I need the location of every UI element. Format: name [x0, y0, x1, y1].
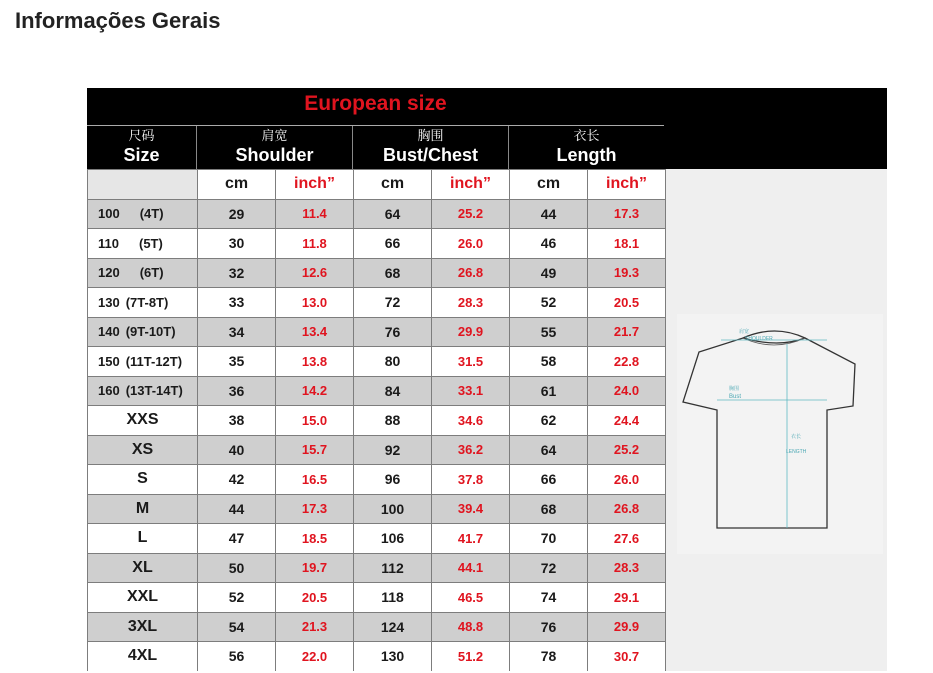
col-header-bust-en: Bust/Chest: [382, 145, 478, 165]
shoulder-cm-cell: 29: [198, 199, 276, 229]
shoulder-cm-cell: 34: [198, 317, 276, 347]
size-age: (5T): [138, 235, 163, 251]
length-in-cell: 29.1: [588, 583, 666, 613]
table-row: [88, 435, 666, 465]
shoulder-in-cell: 22.0: [276, 642, 354, 672]
size-value: 120: [98, 265, 120, 281]
shoulder-cm-cell: 47: [198, 524, 276, 554]
bust-in-cell: 41.7: [432, 524, 510, 554]
unit-inch: inch”: [432, 170, 510, 200]
length-cm-cell: 52: [510, 288, 588, 318]
col-header-shoulder-cn: 肩宽: [261, 128, 288, 143]
shoulder-cm-cell: 50: [198, 553, 276, 583]
size-cell: [88, 347, 198, 377]
shoulder-in-cell: 13.8: [276, 347, 354, 377]
diagram-shoulder-en: SHOULDER: [745, 336, 773, 342]
unit-inch: inch”: [276, 170, 354, 200]
length-cm-cell: 66: [510, 465, 588, 495]
length-cm-cell: 55: [510, 317, 588, 347]
size-chart-header: [87, 88, 887, 169]
bust-in-cell: 33.1: [432, 376, 510, 406]
col-header-size-cn: 尺码: [128, 128, 155, 143]
length-in-cell: 26.8: [588, 494, 666, 524]
shoulder-in-cell: 16.5: [276, 465, 354, 495]
unit-cm: cm: [354, 170, 432, 200]
length-in-cell: 30.7: [588, 642, 666, 672]
table-row: [88, 406, 666, 436]
diagram-length-cn: 衣长: [791, 434, 802, 440]
length-cm-cell: 62: [510, 406, 588, 436]
size-table-body: [88, 170, 666, 672]
length-in-cell: 18.1: [588, 229, 666, 259]
col-header-length: [509, 126, 664, 169]
shoulder-cm-cell: 56: [198, 642, 276, 672]
size-cell: M: [88, 494, 198, 524]
shoulder-in-cell: 13.0: [276, 288, 354, 318]
bust-cm-cell: 68: [354, 258, 432, 288]
col-header-size-en: Size: [123, 145, 160, 165]
length-cm-cell: 72: [510, 553, 588, 583]
shoulder-cm-cell: 30: [198, 229, 276, 259]
size-value: 160: [98, 383, 120, 399]
bust-cm-cell: 106: [354, 524, 432, 554]
length-cm-cell: 76: [510, 612, 588, 642]
length-cm-cell: 78: [510, 642, 588, 672]
shoulder-cm-cell: 33: [198, 288, 276, 318]
shoulder-cm-cell: 40: [198, 435, 276, 465]
shoulder-in-cell: 15.7: [276, 435, 354, 465]
length-in-cell: 20.5: [588, 288, 666, 318]
bust-cm-cell: 112: [354, 553, 432, 583]
table-row: [88, 642, 666, 672]
size-cell: L: [88, 524, 198, 554]
shoulder-cm-cell: 54: [198, 612, 276, 642]
length-cm-cell: 46: [510, 229, 588, 259]
shoulder-cm-cell: 38: [198, 406, 276, 436]
diagram-bust-cn: 胸围: [729, 386, 740, 392]
bust-in-cell: 37.8: [432, 465, 510, 495]
col-header-shoulder-en: Shoulder: [235, 145, 314, 165]
size-age: (13T-14T): [125, 383, 183, 399]
length-in-cell: 21.7: [588, 317, 666, 347]
shoulder-in-cell: 14.2: [276, 376, 354, 406]
size-cell: S: [88, 465, 198, 495]
table-row: [88, 288, 666, 318]
bust-in-cell: 26.0: [432, 229, 510, 259]
shoulder-in-cell: 17.3: [276, 494, 354, 524]
shoulder-in-cell: 15.0: [276, 406, 354, 436]
bust-in-cell: 28.3: [432, 288, 510, 318]
bust-cm-cell: 124: [354, 612, 432, 642]
bust-in-cell: 36.2: [432, 435, 510, 465]
bust-cm-cell: 92: [354, 435, 432, 465]
size-cell: [88, 199, 198, 229]
length-cm-cell: 44: [510, 199, 588, 229]
shoulder-cm-cell: 44: [198, 494, 276, 524]
size-value: 100: [98, 206, 120, 222]
size-age: (4T): [139, 206, 164, 222]
col-header-bust-cn: 胸围: [417, 128, 444, 143]
size-cell: XXS: [88, 406, 198, 436]
shoulder-cm-cell: 52: [198, 583, 276, 613]
shoulder-cm-cell: 36: [198, 376, 276, 406]
shoulder-in-cell: 11.8: [276, 229, 354, 259]
bust-cm-cell: 118: [354, 583, 432, 613]
shoulder-in-cell: 19.7: [276, 553, 354, 583]
size-cell: [88, 258, 198, 288]
size-chart-image: [87, 88, 887, 671]
shoulder-in-cell: 11.4: [276, 199, 354, 229]
unit-cm: cm: [198, 170, 276, 200]
size-value: 150: [98, 353, 120, 369]
size-age: (6T): [139, 265, 164, 281]
table-row: [88, 465, 666, 495]
shoulder-cm-cell: 35: [198, 347, 276, 377]
table-row: [88, 553, 666, 583]
page-heading: Informações Gerais: [15, 8, 221, 33]
size-cell: 3XL: [88, 612, 198, 642]
bust-cm-cell: 88: [354, 406, 432, 436]
size-cell: XL: [88, 553, 198, 583]
bust-in-cell: 29.9: [432, 317, 510, 347]
tshirt-body: [683, 338, 855, 528]
size-cell: [88, 229, 198, 259]
size-cell: XXL: [88, 583, 198, 613]
length-in-cell: 29.9: [588, 612, 666, 642]
table-row: [88, 494, 666, 524]
length-cm-cell: 49: [510, 258, 588, 288]
tshirt-outline-icon: [677, 314, 883, 554]
bust-cm-cell: 80: [354, 347, 432, 377]
table-row: [88, 524, 666, 554]
bust-cm-cell: 96: [354, 465, 432, 495]
tshirt-diagram: [677, 314, 883, 554]
bust-in-cell: 39.4: [432, 494, 510, 524]
bust-cm-cell: 72: [354, 288, 432, 318]
unit-cm: cm: [510, 170, 588, 200]
shoulder-cm-cell: 32: [198, 258, 276, 288]
bust-cm-cell: 64: [354, 199, 432, 229]
bust-in-cell: 44.1: [432, 553, 510, 583]
bust-in-cell: 51.2: [432, 642, 510, 672]
diagram-length-en: LENGTH: [786, 449, 807, 455]
bust-cm-cell: 66: [354, 229, 432, 259]
size-cell: [88, 376, 198, 406]
diagram-shoulder-cn: 肩宽: [739, 329, 750, 335]
shoulder-in-cell: 12.6: [276, 258, 354, 288]
bust-in-cell: 26.8: [432, 258, 510, 288]
bust-cm-cell: 100: [354, 494, 432, 524]
chart-title: European size: [304, 92, 447, 115]
length-in-cell: 24.4: [588, 406, 666, 436]
length-in-cell: 24.0: [588, 376, 666, 406]
length-cm-cell: 68: [510, 494, 588, 524]
length-in-cell: 27.6: [588, 524, 666, 554]
units-blank-cell: [88, 170, 198, 200]
col-header-length-cn: 衣长: [573, 128, 600, 143]
size-cell: 4XL: [88, 642, 198, 672]
bust-in-cell: 48.8: [432, 612, 510, 642]
bust-in-cell: 31.5: [432, 347, 510, 377]
bust-cm-cell: 84: [354, 376, 432, 406]
bust-cm-cell: 130: [354, 642, 432, 672]
shoulder-cm-cell: 42: [198, 465, 276, 495]
bust-cm-cell: 76: [354, 317, 432, 347]
size-age: (7T-8T): [125, 294, 169, 310]
size-value: 110: [98, 235, 119, 251]
bust-in-cell: 34.6: [432, 406, 510, 436]
size-cell: XS: [88, 435, 198, 465]
length-cm-cell: 61: [510, 376, 588, 406]
col-header-length-en: Length: [556, 145, 617, 165]
shoulder-in-cell: 20.5: [276, 583, 354, 613]
table-row: [88, 199, 666, 229]
shoulder-in-cell: 18.5: [276, 524, 354, 554]
length-in-cell: 28.3: [588, 553, 666, 583]
length-cm-cell: 58: [510, 347, 588, 377]
length-cm-cell: 74: [510, 583, 588, 613]
size-age: (9T-10T): [125, 324, 176, 340]
size-value: 140: [98, 324, 120, 340]
size-age: (11T-12T): [125, 353, 183, 369]
table-row: [88, 612, 666, 642]
length-cm-cell: 70: [510, 524, 588, 554]
size-cell: [88, 317, 198, 347]
length-in-cell: 22.8: [588, 347, 666, 377]
table-row: [88, 317, 666, 347]
length-in-cell: 19.3: [588, 258, 666, 288]
diagram-bust-en: Bust: [729, 394, 742, 400]
table-row: [88, 583, 666, 613]
table-row: [88, 347, 666, 377]
size-table: [87, 169, 666, 671]
unit-inch: inch”: [588, 170, 666, 200]
table-row: [88, 376, 666, 406]
col-header-size: [87, 126, 196, 169]
shoulder-in-cell: 13.4: [276, 317, 354, 347]
length-cm-cell: 64: [510, 435, 588, 465]
length-in-cell: 26.0: [588, 465, 666, 495]
bust-in-cell: 25.2: [432, 199, 510, 229]
table-row: [88, 229, 666, 259]
table-row: [88, 258, 666, 288]
length-in-cell: 17.3: [588, 199, 666, 229]
bust-in-cell: 46.5: [432, 583, 510, 613]
length-in-cell: 25.2: [588, 435, 666, 465]
col-header-bust: [353, 126, 508, 169]
size-value: 130: [98, 294, 120, 310]
shoulder-in-cell: 21.3: [276, 612, 354, 642]
col-header-shoulder: [197, 126, 352, 169]
size-cell: [88, 288, 198, 318]
units-row: [88, 170, 666, 200]
